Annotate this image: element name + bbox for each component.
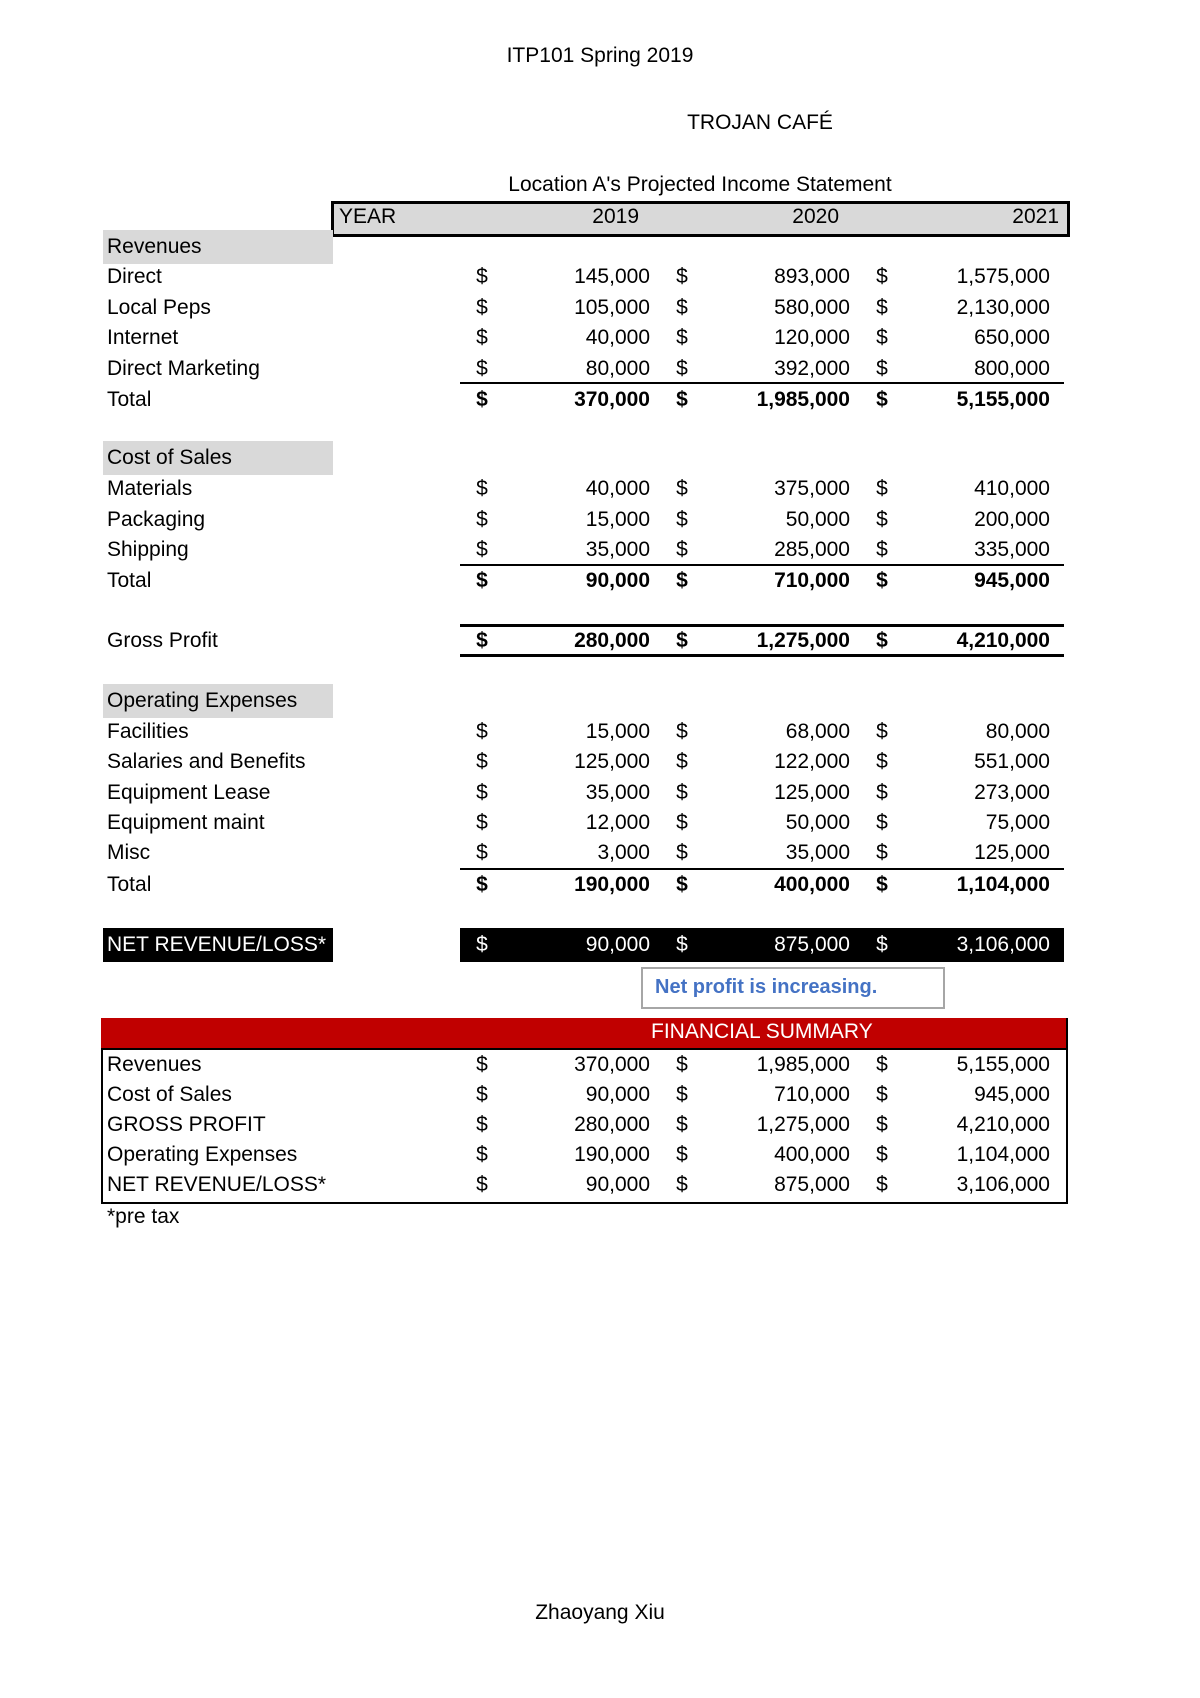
opex-total-dollar-2: $	[876, 873, 888, 896]
summary-row-value-1: 875,000	[774, 1173, 850, 1196]
summary-row-value-0: 90,000	[585, 1083, 650, 1106]
revenue-row-value-2: 2,130,000	[956, 295, 1050, 319]
opex-row-dollar-2: $	[876, 750, 888, 774]
summary-row-value-0: 280,000	[574, 1113, 650, 1136]
summary-row-dollar-0: $	[476, 1113, 488, 1136]
opex-row-dollar-2: $	[876, 720, 888, 743]
footnote: *pre tax	[107, 1205, 180, 1228]
cost-row-value-0: 40,000	[585, 477, 650, 500]
opex-row-value-1: 50,000	[785, 810, 850, 834]
note-text: Net profit is increasing.	[655, 976, 878, 998]
revenues-total-dollar-0: $	[476, 388, 488, 411]
opex-row-dollar-0: $	[476, 841, 488, 865]
opex-row-dollar-1: $	[676, 810, 688, 834]
summary-title: FINANCIAL SUMMARY	[651, 1020, 873, 1043]
revenue-row-value-1: 893,000	[774, 265, 850, 288]
summary-row-dollar-2: $	[876, 1053, 888, 1076]
revenues-total-value-1: 1,985,000	[756, 388, 850, 411]
net-revenue-value-2: 3,106,000	[956, 933, 1050, 956]
opex-row-value-0: 3,000	[597, 841, 650, 865]
summary-row-dollar-0: $	[476, 1143, 488, 1166]
revenue-row-value-2: 800,000	[974, 356, 1050, 380]
opex-row-value-0: 15,000	[585, 720, 650, 743]
opex-row-value-2: 75,000	[985, 810, 1050, 834]
revenue-row-label: Internet	[107, 326, 179, 349]
net-revenue-value-0: 90,000	[585, 933, 650, 956]
cost-total-dollar-0: $	[476, 569, 488, 592]
revenue-row-dollar-0: $	[476, 326, 488, 349]
summary-row-value-2: 3,106,000	[956, 1173, 1050, 1196]
cost-row-value-0: 15,000	[585, 507, 650, 531]
summary-row-value-0: 190,000	[574, 1143, 650, 1166]
note-box	[641, 967, 945, 1009]
cost-row-value-1: 375,000	[774, 477, 850, 500]
cost-row-dollar-1: $	[676, 538, 688, 561]
summary-row-dollar-1: $	[676, 1173, 688, 1196]
summary-row-value-0: 370,000	[574, 1053, 650, 1076]
summary-row-value-0: 90,000	[585, 1173, 650, 1196]
opex-row-value-1: 35,000	[785, 841, 850, 865]
cost-row-value-2: 200,000	[974, 507, 1050, 531]
revenue-row-value-0: 145,000	[574, 265, 650, 288]
cost-row-dollar-2: $	[876, 538, 888, 561]
cost-row-value-1: 285,000	[774, 538, 850, 561]
net-revenue-label: NET REVENUE/LOSS*	[107, 933, 327, 956]
course-title: ITP101 Spring 2019	[506, 44, 694, 67]
revenues-total-value-2: 5,155,000	[956, 388, 1050, 411]
cost-total-label: Total	[107, 569, 152, 592]
gross-profit-value-2: 4,210,000	[956, 629, 1050, 652]
summary-row-value-2: 4,210,000	[956, 1113, 1050, 1136]
opex-row-dollar-0: $	[476, 750, 488, 774]
cost-row-value-2: 410,000	[974, 477, 1050, 500]
opex-row-label: Equipment Lease	[107, 780, 271, 804]
summary-row-dollar-2: $	[876, 1143, 888, 1166]
summary-row-label: NET REVENUE/LOSS*	[107, 1173, 327, 1196]
opex-row-dollar-1: $	[676, 750, 688, 774]
revenues-total-value-0: 370,000	[574, 388, 650, 411]
cost-row-label: Packaging	[107, 507, 206, 531]
revenue-row-label: Direct	[107, 265, 162, 288]
opex-row-value-0: 12,000	[585, 810, 650, 834]
revenue-row-value-0: 105,000	[574, 295, 650, 319]
opex-row-value-2: 551,000	[974, 750, 1050, 774]
cost-total-value-2: 945,000	[974, 569, 1050, 592]
opex-total-value-0: 190,000	[574, 873, 650, 896]
opex-row-dollar-1: $	[676, 720, 688, 743]
gross-profit-value-0: 280,000	[574, 629, 650, 652]
net-revenue-value-1: 875,000	[774, 933, 850, 956]
net-revenue-dollar-0: $	[476, 933, 488, 956]
cost-row-label: Shipping	[107, 538, 189, 561]
statement-title: Location A's Projected Income Statement	[508, 173, 892, 196]
revenues-total-dollar-1: $	[676, 388, 688, 411]
revenue-row-value-0: 40,000	[585, 326, 650, 349]
opex-row-value-0: 35,000	[585, 780, 650, 804]
summary-row-dollar-1: $	[676, 1083, 688, 1106]
opex-row-value-2: 125,000	[974, 841, 1050, 865]
summary-row-dollar-1: $	[676, 1143, 688, 1166]
gross-profit-dollar-1: $	[676, 629, 688, 652]
summary-row-value-1: 710,000	[774, 1083, 850, 1106]
revenue-row-dollar-0: $	[476, 265, 488, 288]
revenue-row-label: Local Peps	[107, 295, 211, 319]
net-revenue-dollar-2: $	[876, 933, 888, 956]
opex-row-value-1: 68,000	[785, 720, 850, 743]
author-name: Zhaoyang Xiu	[535, 1601, 665, 1624]
cost-row-dollar-2: $	[876, 507, 888, 531]
opex-row-value-1: 122,000	[774, 750, 850, 774]
summary-row-value-1: 1,275,000	[756, 1113, 850, 1136]
year-label: YEAR	[339, 205, 397, 228]
revenues-total-label: Total	[107, 388, 152, 411]
gross-profit-dollar-0: $	[476, 629, 488, 652]
revenue-row-dollar-2: $	[876, 265, 888, 288]
year-2020: 2020	[792, 205, 839, 228]
gross-profit-value-1: 1,275,000	[756, 629, 850, 652]
revenue-row-value-1: 580,000	[774, 295, 850, 319]
opex-row-label: Equipment maint	[107, 810, 265, 834]
summary-row-value-2: 945,000	[974, 1083, 1050, 1106]
operating-expenses-heading: Operating Expenses	[107, 689, 298, 712]
opex-total-dollar-1: $	[676, 873, 688, 896]
summary-header	[101, 1018, 1066, 1050]
year-2021: 2021	[1012, 205, 1059, 228]
opex-row-dollar-0: $	[476, 780, 488, 804]
cost-row-value-1: 50,000	[785, 507, 850, 531]
gross-profit-label: Gross Profit	[107, 629, 218, 652]
revenue-row-dollar-2: $	[876, 356, 888, 380]
revenue-row-value-1: 120,000	[774, 326, 850, 349]
summary-row-dollar-0: $	[476, 1083, 488, 1106]
revenue-row-dollar-2: $	[876, 326, 888, 349]
cost-total-value-1: 710,000	[774, 569, 850, 592]
cost-total-dollar-1: $	[676, 569, 688, 592]
revenue-row-dollar-1: $	[676, 326, 688, 349]
cost-row-value-2: 335,000	[974, 538, 1050, 561]
revenue-row-dollar-0: $	[476, 356, 488, 380]
revenue-row-value-0: 80,000	[585, 356, 650, 380]
revenue-row-dollar-1: $	[676, 356, 688, 380]
summary-row-dollar-2: $	[876, 1113, 888, 1136]
summary-row-value-1: 1,985,000	[756, 1053, 850, 1076]
net-revenue-dollar-1: $	[676, 933, 688, 956]
summary-row-dollar-0: $	[476, 1173, 488, 1196]
opex-row-dollar-2: $	[876, 841, 888, 865]
summary-row-dollar-1: $	[676, 1053, 688, 1076]
opex-total-value-2: 1,104,000	[956, 873, 1050, 896]
cost-row-dollar-1: $	[676, 477, 688, 500]
cost-row-dollar-0: $	[476, 538, 488, 561]
summary-row-dollar-2: $	[876, 1173, 888, 1196]
opex-row-dollar-2: $	[876, 780, 888, 804]
opex-total-value-1: 400,000	[774, 873, 850, 896]
cost-row-dollar-2: $	[876, 477, 888, 500]
summary-row-value-2: 1,104,000	[956, 1143, 1050, 1166]
opex-row-value-2: 80,000	[985, 720, 1050, 743]
summary-row-value-2: 5,155,000	[956, 1053, 1050, 1076]
cost-row-label: Materials	[107, 477, 193, 500]
opex-row-label: Misc	[107, 841, 151, 865]
revenue-row-value-2: 650,000	[974, 326, 1050, 349]
summary-row-label: Cost of Sales	[107, 1083, 232, 1106]
company-name: TROJAN CAFÉ	[687, 111, 833, 134]
opex-row-label: Facilities	[107, 720, 189, 743]
revenues-heading: Revenues	[107, 235, 202, 258]
cost-row-dollar-1: $	[676, 507, 688, 531]
opex-row-value-0: 125,000	[574, 750, 650, 774]
cost-of-sales-heading: Cost of Sales	[107, 446, 232, 469]
opex-row-dollar-2: $	[876, 810, 888, 834]
summary-row-label: Revenues	[107, 1053, 202, 1076]
cost-row-dollar-0: $	[476, 477, 488, 500]
revenue-row-dollar-0: $	[476, 295, 488, 319]
opex-row-dollar-0: $	[476, 810, 488, 834]
summary-row-label: GROSS PROFIT	[107, 1113, 266, 1136]
opex-row-value-2: 273,000	[974, 780, 1050, 804]
summary-row-label: Operating Expenses	[107, 1143, 298, 1166]
cost-row-dollar-0: $	[476, 507, 488, 531]
revenue-row-dollar-1: $	[676, 265, 688, 288]
year-2019: 2019	[592, 205, 639, 228]
gross-profit-dollar-2: $	[876, 629, 888, 652]
summary-row-dollar-0: $	[476, 1053, 488, 1076]
opex-row-dollar-0: $	[476, 720, 488, 743]
opex-row-label: Salaries and Benefits	[107, 750, 306, 774]
opex-total-dollar-0: $	[476, 873, 488, 896]
opex-row-value-1: 125,000	[774, 780, 850, 804]
opex-total-label: Total	[107, 873, 152, 896]
revenues-total-dollar-2: $	[876, 388, 888, 411]
revenue-row-value-2: 1,575,000	[956, 265, 1050, 288]
revenue-row-dollar-1: $	[676, 295, 688, 319]
summary-row-dollar-2: $	[876, 1083, 888, 1106]
year-header-row	[331, 201, 1070, 237]
opex-row-dollar-1: $	[676, 780, 688, 804]
revenue-row-dollar-2: $	[876, 295, 888, 319]
cost-total-value-0: 90,000	[585, 569, 650, 592]
cost-row-value-0: 35,000	[585, 538, 650, 561]
cost-total-dollar-2: $	[876, 569, 888, 592]
revenue-row-label: Direct Marketing	[107, 356, 260, 380]
revenue-row-value-1: 392,000	[774, 356, 850, 380]
summary-row-dollar-1: $	[676, 1113, 688, 1136]
summary-row-value-1: 400,000	[774, 1143, 850, 1166]
opex-row-dollar-1: $	[676, 841, 688, 865]
